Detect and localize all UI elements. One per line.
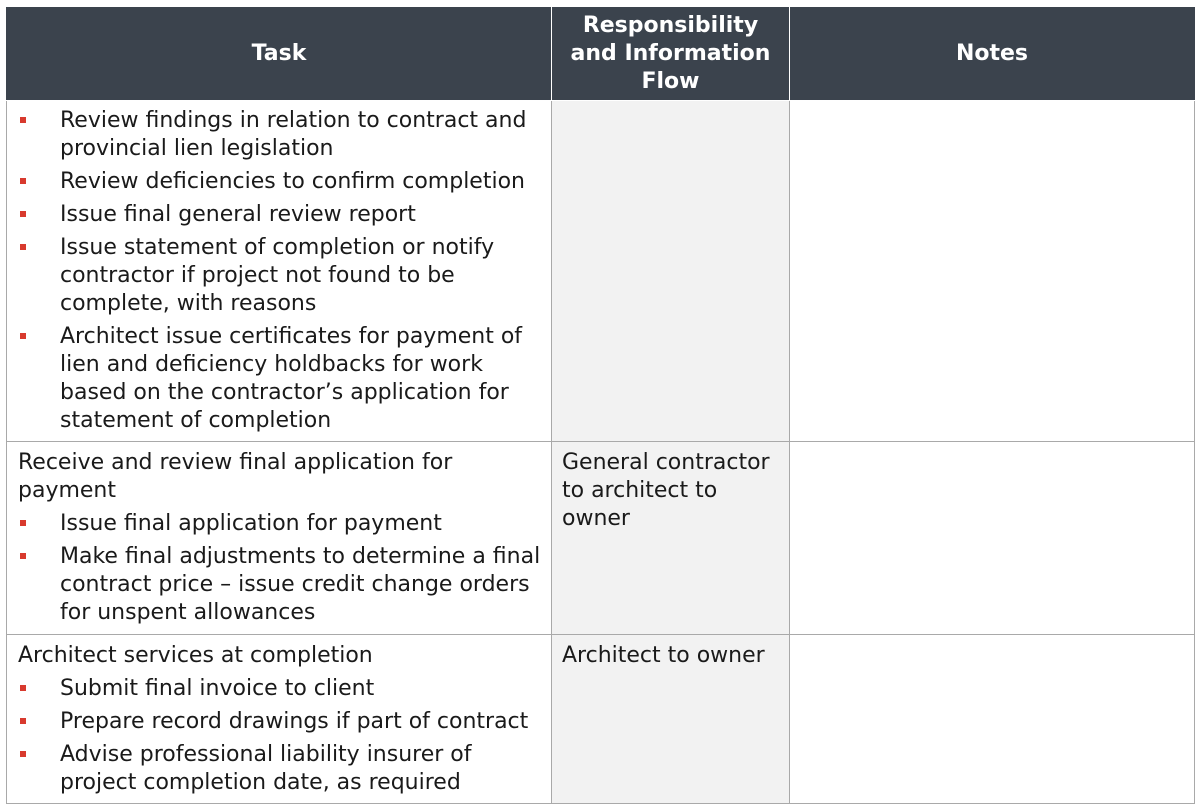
notes-cell xyxy=(790,101,1195,442)
header-responsibility: Responsibility and Information Flow xyxy=(552,8,790,101)
bullet-text: Issue final general review report xyxy=(60,202,416,227)
bullet-text: Issue final application for payment xyxy=(60,511,442,536)
list-item xyxy=(18,510,541,538)
list-item xyxy=(18,168,541,196)
responsibility-text: Architect to owner xyxy=(562,643,765,668)
bullet-text: Issue statement of completion or notify contractor if project not found to be complete, with reasons xyxy=(60,235,495,316)
bullet-text: Make final adjustments to determine a final contract price – issue credit change orders for unspent allowances xyxy=(60,544,541,625)
responsibility-cell xyxy=(552,442,790,635)
responsibility-text: General contractor to architect to owner xyxy=(562,450,770,531)
table-row xyxy=(7,635,1195,804)
square-bullet-icon xyxy=(20,244,26,250)
responsibility-cell xyxy=(552,635,790,804)
task-table xyxy=(6,7,1195,804)
table-row xyxy=(7,101,1195,442)
bullet-text: Architect issue certificates for payment of lien and deficiency holdbacks for work based on the contractor’s application for statement of completion xyxy=(60,324,523,433)
square-bullet-icon xyxy=(20,520,26,526)
task-cell xyxy=(7,442,552,635)
task-group-title: Receive and review final application for payment xyxy=(18,450,453,503)
table-row xyxy=(7,442,1195,635)
task-cell xyxy=(7,101,552,442)
square-bullet-icon xyxy=(20,553,26,559)
list-item xyxy=(18,741,541,797)
square-bullet-icon xyxy=(20,685,26,691)
list-item xyxy=(18,708,541,736)
list-item xyxy=(18,543,541,627)
square-bullet-icon xyxy=(20,178,26,184)
square-bullet-icon xyxy=(20,333,26,339)
square-bullet-icon xyxy=(20,751,26,757)
bullet-text: Review findings in relation to contract and provincial lien legislation xyxy=(60,108,527,161)
bullet-text: Review deficiencies to confirm completion xyxy=(60,169,525,194)
list-item xyxy=(18,107,541,163)
list-item xyxy=(18,675,541,703)
bullet-text: Advise professional liability insurer of project completion date, as required xyxy=(60,742,472,795)
header-task: Task xyxy=(7,8,552,101)
square-bullet-icon xyxy=(20,211,26,217)
notes-cell xyxy=(790,442,1195,635)
task-cell xyxy=(7,635,552,804)
list-item xyxy=(18,234,541,318)
list-item xyxy=(18,201,541,229)
list-item xyxy=(18,323,541,435)
header-row xyxy=(7,8,1195,101)
square-bullet-icon xyxy=(20,718,26,724)
square-bullet-icon xyxy=(20,117,26,123)
task-bullet-list xyxy=(18,107,541,435)
task-bullet-list xyxy=(18,675,541,797)
bullet-text: Submit final invoice to client xyxy=(60,676,375,701)
bullet-text: Prepare record drawings if part of contract xyxy=(60,709,529,734)
task-bullet-list xyxy=(18,510,541,627)
responsibility-cell xyxy=(552,101,790,442)
notes-cell xyxy=(790,635,1195,804)
header-notes: Notes xyxy=(790,8,1195,101)
task-group-title: Architect services at completion xyxy=(18,643,373,668)
